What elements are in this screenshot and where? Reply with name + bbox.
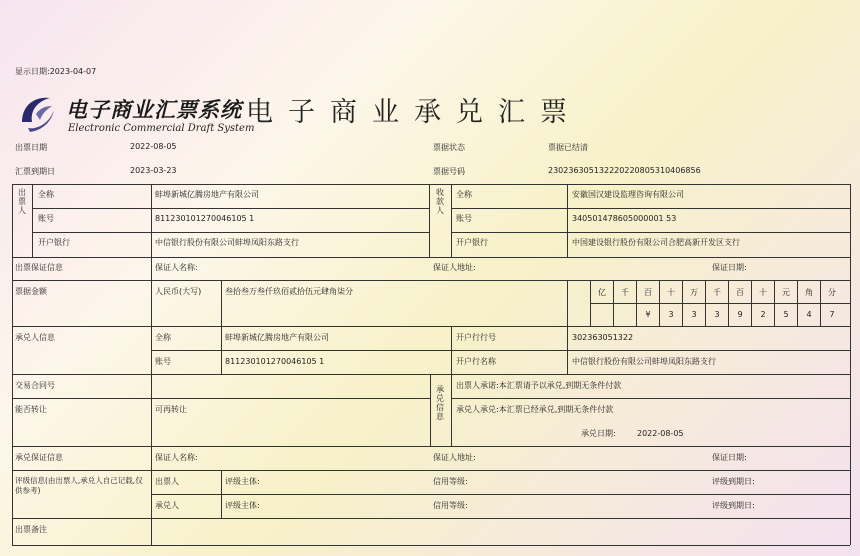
- row-line: [12, 326, 850, 327]
- acceptance-guarantor-name: 保证人名称:: [155, 453, 198, 462]
- payee-bank-label: 开户银行: [456, 238, 488, 247]
- ecds-logo-icon: [16, 92, 60, 136]
- digit-jiao: 4: [806, 310, 812, 319]
- acceptor-bank-no-label: 开户行行号: [456, 333, 496, 342]
- currency-label: 人民币(大写): [155, 287, 202, 296]
- number-label: 票据号码: [433, 167, 465, 176]
- rating-drawer-grade: 信用等级:: [433, 477, 468, 486]
- col-line: [567, 326, 568, 374]
- issue-date: 2022-08-05: [130, 142, 177, 151]
- due-date-label: 汇票到期日: [15, 167, 55, 176]
- acceptance-guarantee-date: 保证日期:: [712, 453, 747, 462]
- col-line: [451, 374, 452, 446]
- display-date: 显示日期:2023-04-07: [15, 67, 97, 76]
- row-line: [151, 350, 850, 351]
- issue-date-label: 出票日期: [15, 143, 47, 152]
- row-line: [151, 494, 850, 495]
- drawer-guarantee-label: 出票保证信息: [15, 263, 63, 272]
- drawer-section-label: 出票人: [18, 188, 26, 215]
- drawer-guarantor-name: 保证人名称:: [155, 263, 198, 272]
- rating-acceptor-grade: 信用等级:: [433, 501, 468, 510]
- acceptor-bank-no: 302363051322: [572, 333, 634, 342]
- acceptor-bank-name: 中信银行股份有限公司蚌埠凤阳东路支行: [572, 357, 716, 366]
- table-top-border: [12, 184, 850, 185]
- acceptance-guarantee-label: 承兑保证信息: [15, 453, 63, 462]
- digit-qian2: 3: [714, 310, 720, 319]
- unit-yuan: 元: [782, 288, 790, 297]
- row-line: [12, 257, 850, 258]
- col-line: [451, 184, 452, 257]
- drawer-account: 811230101270046105 1: [155, 214, 255, 223]
- unit-fen: 分: [828, 288, 836, 297]
- acceptor-account: 811230101270046105 1: [225, 357, 325, 366]
- row-line: [451, 208, 850, 209]
- drawer-name: 蚌埠新城亿腾房地产有限公司: [155, 190, 259, 199]
- drawer-guarantee-date: 保证日期:: [712, 263, 747, 272]
- col-line: [151, 470, 152, 545]
- digit-yuan: 5: [783, 310, 789, 319]
- contract-label: 交易合同号: [15, 381, 55, 390]
- table-bottom-border: [12, 545, 850, 546]
- accept-date-label: 承兑日期:: [581, 429, 616, 438]
- drawer-bank: 中信银行股份有限公司蚌埠凤阳东路支行: [155, 238, 299, 247]
- row-line: [12, 398, 430, 399]
- drawer-guarantor-addr: 保证人地址:: [433, 263, 476, 272]
- drawer-name-label: 全称: [38, 190, 54, 199]
- row-line: [32, 232, 429, 233]
- rating-label: 评级信息(由出票人,承兑人自己记载,仅供参考): [15, 476, 143, 495]
- row-line: [12, 446, 850, 447]
- due-date: 2023-03-23: [130, 166, 177, 175]
- amount-in-words: 叁拾叁万叁仟玖佰贰拾伍元肆角柒分: [225, 287, 353, 296]
- payee-account: 340501478605000001 53: [572, 214, 677, 223]
- col-line: [221, 280, 222, 326]
- col-line: [32, 184, 33, 257]
- acceptor-promise: 承兑人承兑:本汇票已经承兑,到期无条件付款: [456, 405, 614, 414]
- drawer-account-label: 账号: [38, 214, 54, 223]
- row-line: [12, 470, 850, 471]
- unit-bai2: 百: [736, 288, 744, 297]
- logo-chinese: 电子商业汇票系统: [66, 97, 242, 122]
- unit-yi: 亿: [598, 288, 606, 297]
- unit-qian2: 千: [713, 288, 721, 297]
- col-line: [151, 257, 152, 280]
- acceptor-name-label: 全称: [155, 333, 171, 342]
- col-line: [430, 374, 431, 446]
- logo-english: Electronic Commercial Draft System: [68, 123, 255, 134]
- rating-acceptor-expiry: 评级到期日:: [712, 501, 755, 510]
- rating-drawer-expiry: 评级到期日:: [712, 477, 755, 486]
- col-line: [151, 326, 152, 374]
- table-right-border: [850, 184, 851, 545]
- digit-bai: ¥: [645, 310, 651, 319]
- rating-acceptor-label: 承兑人: [155, 501, 179, 510]
- payee-bank: 中国建设银行股份有限公司合肥高新开发区支行: [572, 238, 740, 247]
- unit-wan: 万: [690, 288, 698, 297]
- acceptor-name: 蚌埠新城亿腾房地产有限公司: [225, 333, 329, 342]
- status-value: 票据已结清: [548, 143, 588, 152]
- digit-shi: 3: [668, 310, 674, 319]
- row-line: [451, 398, 850, 399]
- unit-qian: 千: [621, 288, 629, 297]
- page-title: 电子商业承兑汇票: [246, 97, 582, 128]
- unit-shi2: 十: [759, 288, 767, 297]
- accept-date: 2022-08-05: [637, 429, 684, 438]
- drawer-promise: 出票人承诺:本汇票请予以承兑,到期无条件付款: [456, 381, 622, 390]
- number-value: 230236305132220220805310406856: [548, 166, 701, 175]
- digit-wan: 3: [691, 310, 697, 319]
- rating-acceptor-subject: 评级主体:: [225, 501, 260, 510]
- row-line: [12, 518, 850, 519]
- status-label: 票据状态: [433, 143, 465, 152]
- col-line: [151, 446, 152, 470]
- acceptor-label: 承兑人信息: [15, 333, 55, 342]
- acceptance-guarantor-addr: 保证人地址:: [433, 453, 476, 462]
- digit-shi2: 2: [760, 310, 766, 319]
- col-line: [567, 184, 568, 257]
- acceptance-info-section: 承兑信息: [436, 385, 444, 421]
- drawer-bank-label: 开户银行: [38, 238, 70, 247]
- transferable-value: 可再转让: [155, 405, 187, 414]
- row-line: [451, 232, 850, 233]
- row-line: [12, 280, 850, 281]
- row-line: [32, 208, 429, 209]
- acceptor-bank-name-label: 开户行名称: [456, 357, 496, 366]
- col-line: [151, 280, 152, 326]
- remarks-label: 出票备注: [15, 525, 47, 534]
- col-line: [221, 470, 222, 518]
- col-line: [151, 184, 152, 257]
- payee-section-label: 收款人: [436, 188, 444, 215]
- col-line: [151, 374, 152, 446]
- digit-fen: 7: [829, 310, 835, 319]
- payee-name: 安徽国汉建设监理咨询有限公司: [572, 190, 684, 199]
- payee-name-label: 全称: [456, 190, 472, 199]
- col-line: [451, 326, 452, 374]
- col-line: [429, 184, 430, 257]
- col-line: [221, 326, 222, 374]
- unit-shi: 十: [667, 288, 675, 297]
- row-line: [590, 303, 850, 304]
- unit-jiao: 角: [805, 288, 813, 297]
- row-line: [12, 374, 850, 375]
- amount-label: 票据金额: [15, 287, 47, 296]
- digit-bai2: 9: [737, 310, 743, 319]
- unit-bai: 百: [644, 288, 652, 297]
- table-left-border: [12, 184, 13, 545]
- payee-account-label: 账号: [456, 214, 472, 223]
- acceptor-account-label: 账号: [155, 357, 171, 366]
- rating-drawer-label: 出票人: [155, 477, 179, 486]
- rating-drawer-subject: 评级主体:: [225, 477, 260, 486]
- col-line: [567, 280, 568, 326]
- transferable-label: 能否转让: [15, 405, 47, 414]
